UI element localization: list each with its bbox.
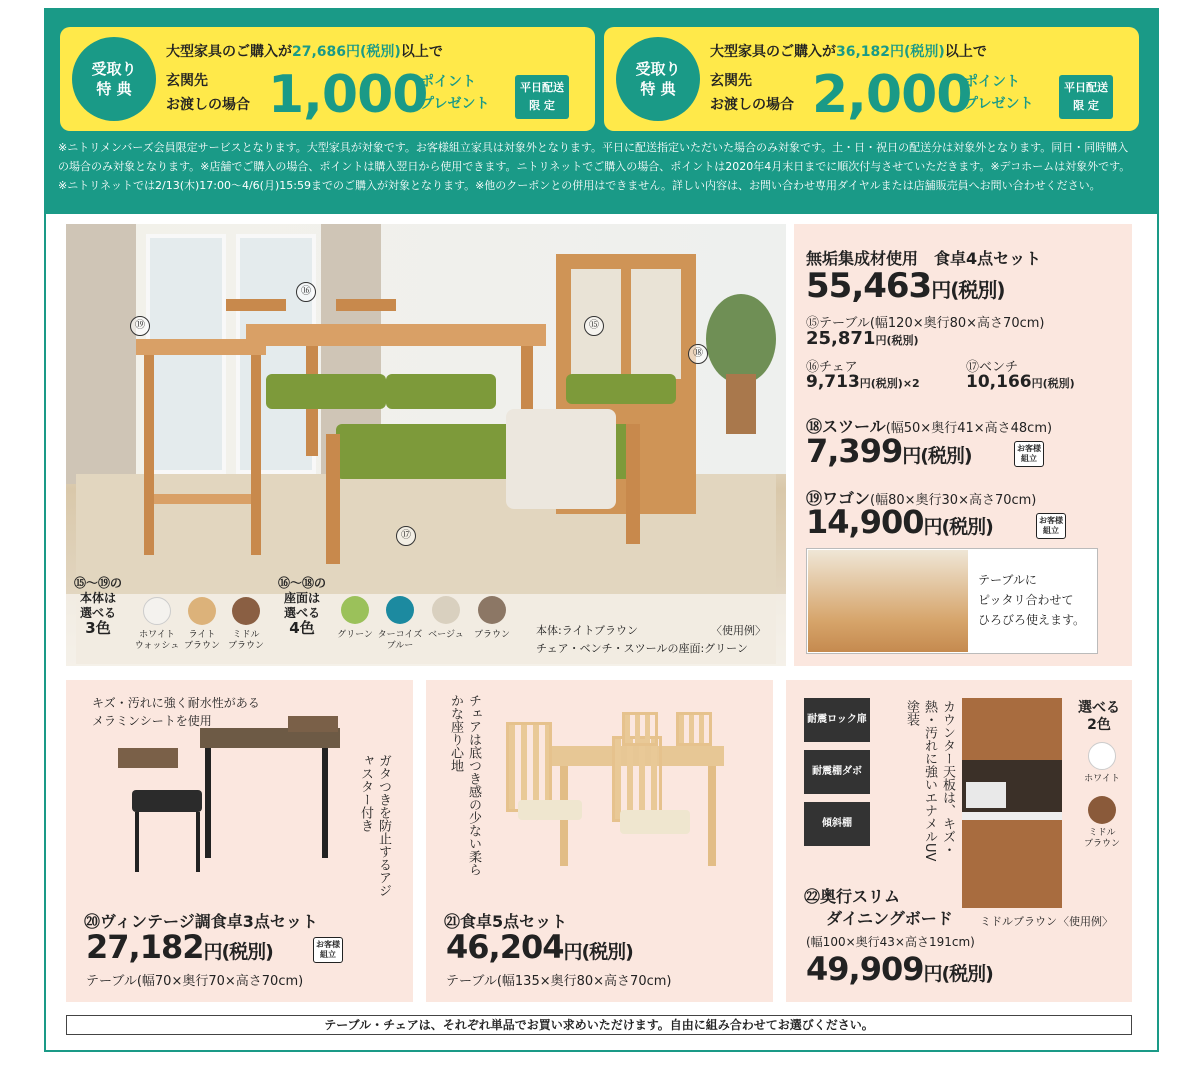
chair-label: ⑯チェア (806, 360, 858, 375)
feature-shelf-dowel: 耐震棚ダボ (804, 750, 870, 794)
set5-chair-back (506, 722, 552, 812)
swatch-label: ブラウン (473, 630, 510, 640)
wagon-price: 14,900円(税別) (806, 503, 993, 541)
seat-color-label: ⑯～⑱の 座面は 選べる 4色 (278, 576, 327, 637)
set5-chair-seat (620, 810, 690, 834)
note-line: の場合のみ対象となります。※店舗でご購入の場合、ポイントは購入翌日から使用できます。ニトリネットでご購入の場合、ポイントは2020年4月末日までに順次付与させていただきます。※デコホームは対象外です。 (58, 160, 1131, 173)
swatch-label: グリーン (337, 630, 373, 640)
set5-title: ㉑食卓5点セット (444, 912, 568, 931)
swatch-label: ライト ブラウン (183, 630, 220, 651)
set5-callout: チェアは底つき感の少ない柔らかな座り心地 (448, 694, 481, 876)
photo-cabinet-glass (631, 269, 681, 379)
badge-line-1: 受取り (91, 60, 137, 78)
photo-wagon-leg (251, 355, 261, 555)
promo-point-label: ポイント プレゼント (964, 74, 1034, 112)
board-swatch-middle-brown[interactable] (1088, 796, 1116, 824)
photo-blanket (506, 409, 616, 509)
vintage-chair-back (118, 748, 178, 768)
promo-points: 2,000 (812, 65, 972, 125)
vintage-table-leg (322, 748, 328, 858)
bench-label: ⑰ベンチ (966, 360, 1019, 375)
set5-chair-back (676, 712, 712, 746)
board-title: ㉒奥行スリム ダイニングボード (804, 887, 953, 928)
swatch-label: ホワイト ウォッシュ (134, 630, 180, 651)
vintage-chair-leg (135, 812, 139, 872)
wagon-label: ⑲ワゴン(幅80×奥行30×高さ70cm) (806, 489, 1037, 508)
swatch-label: ホワイト (1084, 774, 1120, 784)
bench-price: 10,166円(税別) (966, 372, 1075, 392)
promo-points: 1,000 (268, 65, 428, 125)
board-microwave (966, 782, 1006, 808)
promo-notes (58, 138, 1148, 195)
photo-wagon-shelf (154, 494, 251, 504)
set4-price: 55,463円(税別) (806, 266, 1005, 306)
wagon-note: テーブルに ピッタリ合わせて ひろびろ使えます。 (978, 573, 1086, 627)
set5-price: 46,204円(税別) (446, 928, 633, 966)
wagon-usage-photo (808, 550, 968, 652)
photo-curtain (66, 224, 136, 484)
swatch-label: ターコイズ ブルー (377, 630, 423, 651)
weekday-tag: 平日配送 限 定 (1059, 75, 1113, 119)
chair-price: 9,713円(税別)×2 (806, 372, 920, 392)
promo-condition: 大型家具のご購入が27,686円(税別)以上で (166, 44, 443, 60)
marker-117: ⑰ (396, 526, 416, 546)
seat-swatch-turquoise[interactable] (386, 596, 414, 624)
photo-wagon-top (136, 339, 266, 355)
photo-plant (706, 294, 776, 384)
table-spec: ⑮テーブル(幅120×奥行80×高さ70cm) (806, 316, 1045, 331)
badge-line-2: 特 典 (96, 80, 132, 98)
seat-swatch-brown[interactable] (478, 596, 506, 624)
photo-wagon-leg (144, 355, 154, 555)
badge-line-2: 特 典 (640, 80, 676, 98)
badge-line-1: 受取り (635, 60, 681, 78)
promo-card-1 (60, 27, 595, 131)
set5-chair-back (622, 712, 658, 746)
assembly-badge: お客様 組立 (1014, 441, 1044, 467)
vintage-callout: キズ・汚れに強く耐水性がある メラミンシートを使用 (92, 696, 260, 728)
feature-lock-door: 耐震ロック扉 (804, 698, 870, 742)
footer-note: テーブル・チェアは、それぞれ単品でお買い求めいただけます。自由に組み合わせてお選びください。 (66, 1015, 1132, 1035)
vintage-price: 27,182円(税別) (86, 928, 273, 966)
body-swatch-light-brown[interactable] (188, 597, 216, 625)
vintage-title: ⑳ヴィンテージ調食卓3点セット (84, 912, 318, 931)
caption-usage: 〈使用例〉 (711, 624, 766, 637)
vintage-chair-leg (196, 812, 200, 872)
seat-swatch-green[interactable] (341, 596, 369, 624)
board-color-caption: ミドルブラウン (980, 915, 1057, 928)
swatch-label: ベージュ (428, 630, 464, 640)
feature-tilt-shelf: 傾斜棚 (804, 802, 870, 846)
body-swatch-middle-brown[interactable] (232, 597, 260, 625)
swatch-label: ミドル ブラウン (1083, 828, 1120, 849)
pickup-badge (72, 37, 156, 121)
board-spec: (幅100×奥行43×高さ191cm) (806, 935, 975, 949)
vintage-chair-back (288, 716, 338, 732)
board-price: 49,909円(税別) (806, 950, 993, 988)
photo-stool-seat (566, 374, 676, 404)
marker-115: ⑮ (584, 316, 604, 336)
note-line: ※ニトリメンバーズ会員限定サービスとなります。大型家具が対象です。お客様組立家具は対象外となります。平日に配送指定いただいた場合のみ対象です。土・日・祝日の配送分は対象外となります。同日・同時購入 (58, 141, 1129, 154)
photo-table-top (246, 324, 546, 346)
dining-set-photo (66, 224, 786, 666)
marker-118: ⑱ (688, 344, 708, 364)
pickup-badge (616, 37, 700, 121)
photo-bench-leg (326, 434, 340, 564)
assembly-badge: お客様 組立 (313, 937, 343, 963)
marker-116: ⑯ (296, 282, 316, 302)
vintage-table-leg (205, 748, 211, 858)
board-callout: カウンター天板は、キズ・熱・汚れに強いエナメルUV塗装 (904, 700, 955, 862)
set5-spec: テーブル(幅135×奥行80×高さ70cm) (446, 974, 672, 989)
photo-chair-seat (386, 374, 496, 409)
promo-delivery: 玄関先 お渡しの場合 (710, 73, 794, 113)
weekday-tag: 平日配送 限 定 (515, 75, 569, 119)
photo-chair-back (226, 299, 286, 311)
photo-bench-leg (626, 424, 640, 544)
marker-119: ⑲ (130, 316, 150, 336)
board-swatch-white[interactable] (1088, 742, 1116, 770)
promo-delivery: 玄関先 お渡しの場合 (166, 73, 250, 113)
promo-card-2 (604, 27, 1139, 131)
body-swatch-white[interactable] (143, 597, 171, 625)
assembly-badge: お客様 組立 (1036, 513, 1066, 539)
seat-swatch-beige[interactable] (432, 596, 460, 624)
set5-chair-seat (518, 800, 582, 820)
board-choose: 選べる 2色 (1078, 700, 1120, 733)
stool-label: ⑱スツール(幅50×奥行41×高さ48cm) (806, 417, 1053, 436)
promo-point-label: ポイント プレゼント (420, 74, 490, 112)
stool-price: 7,399円(税別) (806, 432, 972, 470)
body-color-label: ⑮～⑲の 本体は 選べる 3色 (74, 576, 123, 637)
vintage-spec: テーブル(幅70×奥行70×高さ70cm) (86, 974, 304, 989)
adjuster-note: ガタつきを防止するアジャスター付き (358, 754, 391, 897)
vintage-chair-seat (132, 790, 202, 812)
photo-chair-back (336, 299, 396, 311)
set4-title: 無垢集成材使用 食卓4点セット (806, 249, 1042, 268)
swatch-label: ミドル ブラウン (227, 630, 264, 651)
set5-table-leg (708, 766, 716, 866)
note-line: ※ニトリネットでは2/13(木)17:00～4/6(月)15:59までのご購入が対象となります。※他のクーポンとの併用はできません。詳しい内容は、お問い合わせ専用ダイヤルまたは店舗販売員へお問い合わせください。 (58, 179, 1101, 192)
board-counter (962, 812, 1062, 820)
caption-seat: チェア・ベンチ・スツールの座面:グリーン (536, 642, 748, 655)
caption-body: 本体:ライトブラウン (536, 624, 639, 637)
board-usage: 〈使用例〉 (1058, 915, 1113, 928)
promo-condition: 大型家具のご購入が36,182円(税別)以上で (710, 44, 987, 60)
photo-pot (726, 374, 756, 434)
photo-chair-seat (266, 374, 386, 409)
table-price: 25,871円(税別) (806, 328, 919, 349)
